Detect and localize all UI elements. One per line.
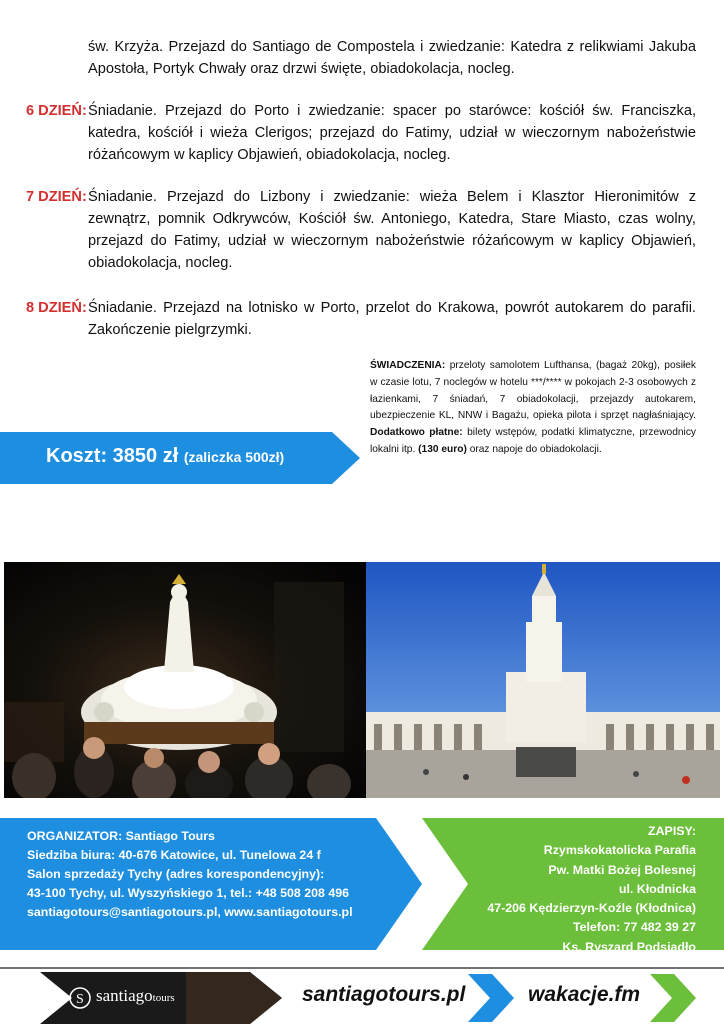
- extra-heading: Dodatkowo płatne:: [370, 427, 463, 439]
- extra-text: bilety wstępów, podatki klimatyczne, przewodnicy lokalni itp.: [370, 427, 697, 455]
- signup-city: 47-206 Kędzierzyn-Koźle (Kłodnica): [487, 901, 696, 916]
- services-block: [370, 358, 696, 459]
- organizer-salon-address[interactable]: 43-100 Tychy, ul. Wyszyńskiego 1, tel.: +48 508 208 496: [27, 886, 349, 900]
- day7-block: [26, 186, 696, 274]
- day8-label: 8 DZIEŃ:: [26, 300, 87, 316]
- svg-text:S: S: [76, 992, 84, 1007]
- organizer-info: [27, 827, 353, 922]
- brand-logo-word: santiago: [96, 986, 153, 1005]
- extra-amount: (130 euro): [418, 443, 467, 455]
- day6-label: 6 DZIEŃ:: [26, 103, 87, 119]
- signup-street: ul. Kłodnicka: [618, 881, 696, 896]
- organizer-salon: Salon sprzedaży Tychy (adres korespondencyjny):: [27, 867, 325, 881]
- day8-block: [26, 297, 696, 341]
- brand-logo[interactable]: [96, 986, 175, 1006]
- fatima-sanctuary-photo: [366, 562, 720, 798]
- day6-block: [26, 100, 696, 166]
- day5-continuation: [26, 36, 696, 80]
- signup-heading: ZAPISY:: [648, 824, 696, 838]
- santiagotours-link[interactable]: santiagotours.pl: [302, 983, 466, 1006]
- day5-text: św. Krzyża. Przejazd do Santiago de Compostela i zwiedzanie: Katedra z relikwiami Jakuba Apostoła, Portyk Chwały oraz drzwi święte, obiadokolacja, nocleg.: [88, 39, 696, 77]
- services-text: przeloty samolotem Lufthansa, (bagaż 20kg), posiłek w czasie lotu, 7 noclegów w hotelu ***/**** w pokojach 2-3 osobowych z łazienkami, 7 śniadań, 7 obiadokolacji, przejazdy autokarem, ubezpieczenie KL, NNW i Bagażu, opieka pilota i sprzęt nagłaśniający.: [370, 360, 696, 422]
- day6-text: Śniadanie. Przejazd do Porto i zwiedzanie: spacer po starówce: kościół św. Franciszka, katedra, kościół i wieża Clerigos; przejazd do Fatimy, udział w wieczornym nabożeństwie różańcowym w kaplicy Objawień, obiadokolacja, nocleg.: [88, 103, 696, 163]
- signup-info: [487, 822, 696, 957]
- signup-parish: Rzymskokatolicka Parafia: [543, 843, 696, 858]
- day7-text: Śniadanie. Przejazd do Lizbony i zwiedzanie: wieża Belem i Klasztor Hieronimitów z zewnątrz, pomnik Odkrywców, Kościół św. Antoniego, Katedra, Stare Miasto, czas wolny, przejazd do Fatimy, udział w wieczornym nabożeństwie różańcowym w kaplicy Objawień, obiadokolacja, nocleg.: [88, 189, 696, 271]
- signup-priest: Ks. Ryszard Podsiadło: [562, 939, 696, 954]
- signup-phone[interactable]: Telefon: 77 482 39 27: [572, 920, 696, 935]
- cost-text: [46, 445, 284, 468]
- services-heading: ŚWIADCZENIA:: [370, 360, 446, 371]
- organizer-name: ORGANIZATOR: Santiago Tours: [27, 829, 215, 843]
- procession-photo: [4, 562, 366, 798]
- cost-main: Koszt: 3850 zł: [46, 445, 179, 467]
- cost-deposit: (zaliczka 500zł): [183, 449, 285, 465]
- signup-parish-name: Pw. Matki Bożej Bolesnej: [548, 862, 696, 877]
- organizer-contact[interactable]: santiagotours@santiagotours.pl, www.santiagotours.pl: [27, 905, 353, 919]
- day8-text: Śniadanie. Przejazd na lotnisko w Porto, przelot do Krakowa, powrót autokarem do parafii. Zakończenie pielgrzymki.: [88, 300, 696, 338]
- wakacje-link[interactable]: wakacje.fm: [528, 983, 641, 1006]
- day7-label: 7 DZIEŃ:: [26, 189, 87, 205]
- extra-tail: oraz napoje do obiadokolacji.: [469, 443, 602, 455]
- organizer-office: Siedziba biura: 40-676 Katowice, ul. Tunelowa 24 f: [27, 848, 321, 862]
- brand-logo-suffix: tours: [152, 992, 175, 1004]
